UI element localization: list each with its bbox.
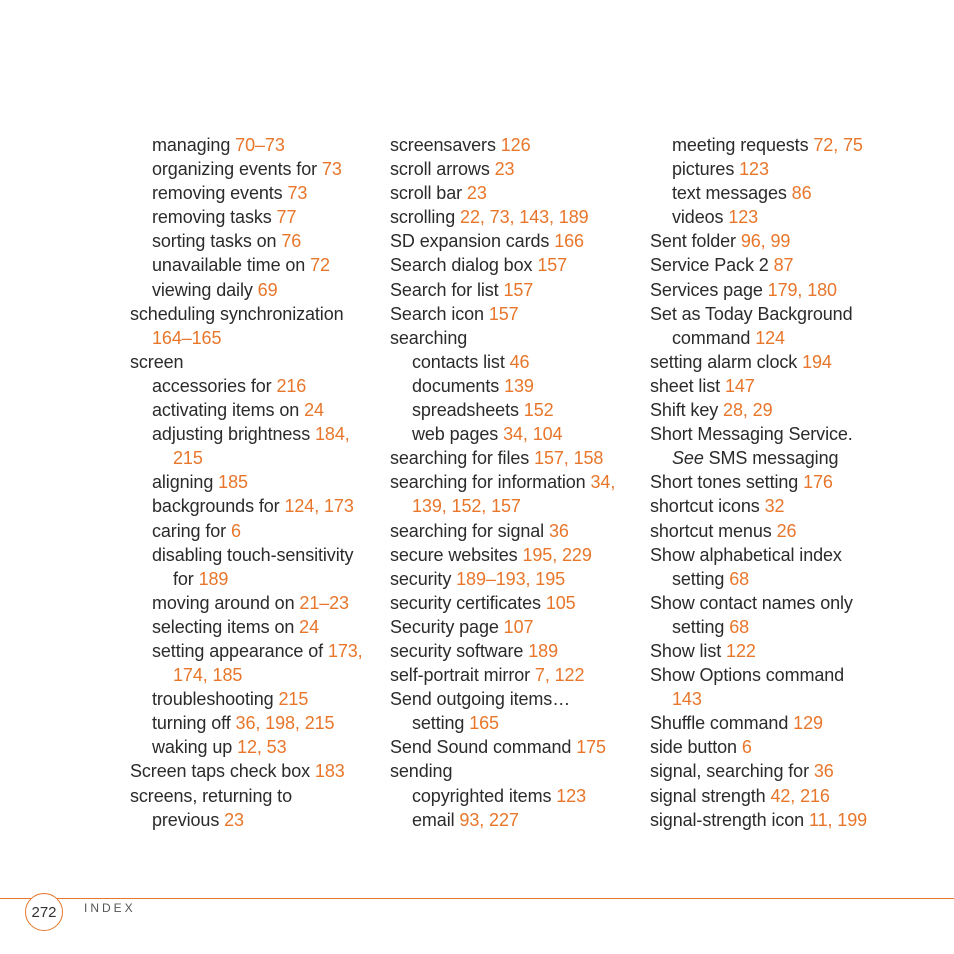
index-entry bbox=[390, 470, 640, 494]
index-entry bbox=[130, 398, 380, 422]
index-entry bbox=[130, 494, 380, 518]
page-reference-link[interactable]: 24 bbox=[304, 400, 324, 421]
entry-term: scheduling synchronization bbox=[130, 303, 344, 324]
entry-term: Send Sound command bbox=[390, 737, 577, 758]
index-entry bbox=[130, 350, 380, 374]
index-entry bbox=[650, 519, 900, 543]
index-entry bbox=[130, 639, 380, 663]
page-reference-link[interactable]: 129 bbox=[793, 713, 823, 734]
page-reference-link[interactable]: 157 bbox=[503, 279, 534, 300]
index-entry bbox=[390, 133, 640, 157]
entry-term: signal, searching for bbox=[650, 761, 814, 782]
page-reference-link[interactable]: 32 bbox=[764, 496, 785, 517]
entry-term: Search dialog box bbox=[390, 255, 538, 276]
page-reference-link[interactable]: 189 bbox=[528, 640, 558, 661]
index-entry bbox=[650, 205, 900, 229]
index-entry bbox=[130, 784, 380, 808]
index-entry bbox=[390, 808, 640, 832]
page-reference-link[interactable]: 23 bbox=[224, 809, 244, 830]
page-reference-link[interactable]: 124, 173 bbox=[284, 496, 354, 517]
index-entry bbox=[390, 157, 640, 181]
index-entry bbox=[130, 735, 380, 759]
page-reference-link[interactable]: 176 bbox=[803, 472, 833, 493]
entry-term: Shift key bbox=[650, 400, 724, 421]
entry-term: waking up bbox=[152, 737, 238, 758]
entry-term: Shuffle command bbox=[650, 713, 794, 734]
index-entry bbox=[390, 278, 640, 302]
index-entry bbox=[130, 615, 380, 639]
index-entry bbox=[650, 446, 900, 470]
index-entry bbox=[130, 687, 380, 711]
page-reference-link[interactable]: 165 bbox=[469, 713, 499, 734]
index-entry bbox=[130, 302, 380, 326]
page-reference-link[interactable]: 157 bbox=[537, 255, 568, 276]
index-entry bbox=[130, 543, 380, 567]
page-reference-link[interactable]: 72 bbox=[310, 255, 330, 276]
index-entry bbox=[390, 639, 640, 663]
page-reference-link[interactable]: 185 bbox=[218, 472, 248, 493]
index-entry bbox=[130, 519, 380, 543]
page-reference-link[interactable]: 139, 152, 157 bbox=[412, 496, 521, 517]
entry-term: disabling touch-sensitivity bbox=[152, 544, 354, 565]
page-reference-link[interactable]: 183 bbox=[314, 761, 345, 782]
page-reference-link[interactable]: 76 bbox=[281, 231, 302, 252]
index-entry bbox=[650, 639, 900, 663]
entry-term: removing tasks bbox=[152, 207, 277, 228]
entry-term: troubleshooting bbox=[152, 689, 279, 710]
index-entry bbox=[390, 229, 640, 253]
entry-term: sending bbox=[390, 761, 453, 782]
page-reference-link[interactable]: 36, 198, 215 bbox=[235, 713, 335, 734]
index-entry bbox=[390, 181, 640, 205]
index-entry bbox=[130, 278, 380, 302]
page-reference-link[interactable]: 72, 75 bbox=[813, 135, 863, 155]
index-entry bbox=[130, 759, 380, 783]
page-reference-link[interactable]: 195, 229 bbox=[522, 544, 592, 565]
page-reference-link[interactable]: 26 bbox=[776, 520, 797, 541]
entry-term: email bbox=[412, 809, 460, 830]
page-reference-link[interactable]: 68 bbox=[729, 568, 750, 589]
page-reference-link[interactable]: 34, 104 bbox=[503, 424, 563, 445]
index-entry bbox=[650, 470, 900, 494]
index-entry bbox=[650, 687, 900, 711]
entry-term: text messages bbox=[672, 183, 792, 204]
entry-term: SD expansion cards bbox=[390, 231, 555, 252]
index-entry bbox=[650, 567, 900, 591]
footer-rule bbox=[0, 898, 954, 899]
page-reference-link[interactable]: 175 bbox=[576, 737, 606, 758]
entry-term: scroll arrows bbox=[390, 159, 495, 180]
entry-term: selecting items on bbox=[152, 616, 300, 637]
index-entry bbox=[130, 591, 380, 615]
page-reference-link[interactable]: 36 bbox=[813, 761, 834, 782]
index-entry bbox=[650, 302, 900, 326]
index-entry bbox=[650, 784, 900, 808]
index-entry bbox=[650, 711, 900, 735]
entry-term: shortcut icons bbox=[650, 496, 765, 517]
page-reference-link[interactable]: 194 bbox=[802, 351, 832, 372]
index-entry bbox=[130, 374, 380, 398]
index-entry bbox=[650, 133, 900, 157]
entry-term: setting appearance of bbox=[152, 640, 328, 661]
page-reference-link[interactable]: 6 bbox=[741, 737, 752, 758]
index-entry bbox=[390, 422, 640, 446]
index-column-3 bbox=[650, 133, 900, 832]
page-reference-link[interactable]: 139 bbox=[504, 375, 534, 396]
page-reference-link[interactable]: 124 bbox=[755, 327, 785, 348]
entry-term: Set as Today Background bbox=[650, 303, 853, 324]
entry-term: signal strength bbox=[650, 785, 771, 806]
index-entry bbox=[650, 253, 900, 277]
entry-term: organizing events for bbox=[152, 159, 322, 180]
index-entry bbox=[650, 735, 900, 759]
entry-term: aligning bbox=[152, 472, 219, 493]
index-entry bbox=[650, 615, 900, 639]
entry-term: activating items on bbox=[152, 400, 305, 421]
index-entry bbox=[390, 543, 640, 567]
index-entry bbox=[390, 205, 640, 229]
index-entry bbox=[650, 181, 900, 205]
page-reference-link[interactable]: 68 bbox=[729, 616, 750, 637]
entry-term: videos bbox=[672, 207, 729, 228]
index-entry bbox=[650, 157, 900, 181]
page-reference-link[interactable]: 70–73 bbox=[235, 135, 285, 155]
entry-term: managing bbox=[152, 135, 236, 155]
entry-term: Show list bbox=[650, 640, 727, 661]
entry-term: Security page bbox=[390, 616, 504, 637]
index-entry bbox=[390, 494, 640, 518]
page-reference-link[interactable]: 87 bbox=[773, 255, 794, 276]
index-entry bbox=[650, 494, 900, 518]
entry-term: moving around on bbox=[152, 592, 300, 613]
page-reference-link[interactable]: 147 bbox=[724, 375, 755, 396]
page-reference-link[interactable]: 24 bbox=[299, 616, 319, 637]
page-reference-link[interactable]: 7, 122 bbox=[534, 665, 585, 686]
entry-term: for bbox=[173, 568, 199, 589]
page-reference-link[interactable]: 123 bbox=[556, 785, 586, 806]
entry-term: signal-strength icon bbox=[650, 809, 809, 830]
index-entry bbox=[650, 278, 900, 302]
index-entry bbox=[390, 567, 640, 591]
entry-term: setting alarm clock bbox=[650, 351, 803, 372]
entry-term: command bbox=[672, 327, 756, 348]
section-label: INDEX bbox=[84, 901, 136, 915]
entry-term: searching for information bbox=[390, 472, 591, 493]
page-reference-link[interactable]: 36 bbox=[549, 520, 569, 541]
entry-term: previous bbox=[152, 809, 225, 830]
entry-term: Short tones setting bbox=[650, 472, 804, 493]
entry-term: viewing daily bbox=[152, 279, 258, 300]
page-reference-link[interactable]: 12, 53 bbox=[237, 737, 287, 758]
page-reference-link[interactable]: 23 bbox=[494, 159, 515, 180]
page-reference-link[interactable]: 164–165 bbox=[152, 327, 222, 348]
entry-term: searching for files bbox=[390, 448, 535, 469]
page-reference-link[interactable]: 189–193, 195 bbox=[456, 568, 566, 589]
entry-term: Show Options command bbox=[650, 665, 845, 686]
entry-term: spreadsheets bbox=[412, 400, 524, 421]
index-entry bbox=[390, 735, 640, 759]
page-reference-link[interactable]: 86 bbox=[791, 183, 812, 204]
index-column-1 bbox=[130, 133, 380, 832]
entry-term: scroll bar bbox=[390, 183, 467, 204]
index-entry bbox=[650, 374, 900, 398]
page-reference-link[interactable]: 11, 199 bbox=[809, 809, 868, 830]
index-entry bbox=[130, 446, 380, 470]
index-entry bbox=[130, 808, 380, 832]
page-reference-link[interactable]: 34, bbox=[590, 472, 616, 493]
index-entry bbox=[650, 326, 900, 350]
index-entry bbox=[650, 398, 900, 422]
entry-term: setting bbox=[672, 616, 730, 637]
entry-term: security bbox=[390, 568, 457, 589]
entry-term: Short Messaging Service. bbox=[650, 424, 853, 445]
index-column-2 bbox=[390, 133, 640, 832]
index-entry bbox=[390, 302, 640, 326]
page-reference-link[interactable]: 69 bbox=[257, 279, 278, 300]
index-entry bbox=[130, 253, 380, 277]
index-entry bbox=[390, 759, 640, 783]
page-reference-link[interactable]: 73 bbox=[321, 159, 342, 180]
index-entry bbox=[390, 253, 640, 277]
page-reference-link[interactable]: 23 bbox=[466, 183, 487, 204]
entry-term: pictures bbox=[672, 159, 740, 180]
index-entry bbox=[650, 808, 900, 832]
page-reference-link[interactable]: 46 bbox=[509, 351, 530, 372]
entry-term: searching bbox=[390, 327, 468, 348]
page-reference-link[interactable]: 126 bbox=[500, 135, 531, 155]
entry-term: scrolling bbox=[390, 207, 461, 228]
entry-term: Search for list bbox=[390, 279, 504, 300]
page-reference-link[interactable]: 93, 227 bbox=[459, 809, 519, 830]
page-reference-link[interactable]: 184, bbox=[315, 424, 350, 445]
page-reference-link[interactable]: 179, 180 bbox=[767, 279, 837, 300]
index-entry bbox=[130, 157, 380, 181]
index-entry bbox=[650, 759, 900, 783]
index-entry bbox=[650, 422, 900, 446]
page-reference-link[interactable]: 122 bbox=[726, 640, 756, 661]
page-reference-link[interactable]: 123 bbox=[739, 159, 769, 180]
page-reference-link[interactable]: 77 bbox=[276, 207, 297, 228]
page-reference-link[interactable]: 173, bbox=[327, 640, 363, 661]
entry-term: setting bbox=[672, 568, 730, 589]
entry-term: side button bbox=[650, 737, 742, 758]
page-reference-link[interactable]: 21–23 bbox=[299, 592, 349, 613]
entry-term: Show alphabetical index bbox=[650, 544, 842, 565]
page-reference-link[interactable]: 215 bbox=[278, 689, 309, 710]
index-entry bbox=[130, 711, 380, 735]
entry-term: sorting tasks on bbox=[152, 231, 282, 252]
entry-term: accessories for bbox=[152, 375, 277, 396]
index-entry bbox=[130, 205, 380, 229]
index-entry bbox=[130, 326, 380, 350]
entry-term: backgrounds for bbox=[152, 496, 285, 517]
index-entry bbox=[390, 398, 640, 422]
entry-term: meeting requests bbox=[672, 135, 814, 155]
entry-term: turning off bbox=[152, 713, 236, 734]
page-reference-link[interactable]: 215 bbox=[173, 448, 203, 469]
entry-term: Screen taps check box bbox=[130, 761, 315, 782]
entry-term: self-portrait mirror bbox=[390, 665, 535, 686]
entry-term: adjusting brightness bbox=[152, 424, 316, 445]
page-reference-link[interactable]: 189 bbox=[198, 568, 229, 589]
index-entry bbox=[390, 446, 640, 470]
entry-term: documents bbox=[412, 375, 505, 396]
index-entry bbox=[390, 615, 640, 639]
index-entry bbox=[650, 229, 900, 253]
entry-term: contacts list bbox=[412, 351, 510, 372]
index-entry bbox=[390, 663, 640, 687]
entry-term: copyrighted items bbox=[412, 785, 557, 806]
index-entry bbox=[130, 663, 380, 687]
entry-term: security certificates bbox=[390, 592, 546, 613]
entry-term: web pages bbox=[412, 424, 504, 445]
index-entry bbox=[390, 784, 640, 808]
index-entry bbox=[130, 470, 380, 494]
page-reference-link[interactable]: 105 bbox=[545, 592, 576, 613]
index-entry bbox=[130, 229, 380, 253]
page-reference-link[interactable]: 73 bbox=[287, 183, 308, 204]
index-entry bbox=[390, 350, 640, 374]
index-entry bbox=[390, 374, 640, 398]
page-reference-link[interactable]: 96, 99 bbox=[740, 231, 791, 252]
entry-term: security software bbox=[390, 640, 529, 661]
index-entry bbox=[650, 543, 900, 567]
index-entry bbox=[390, 519, 640, 543]
page-reference-link[interactable]: 107 bbox=[503, 616, 534, 637]
entry-term: caring for bbox=[152, 520, 231, 541]
see-reference: See bbox=[672, 448, 704, 469]
page-reference-link[interactable]: 22, 73, 143, 189 bbox=[460, 207, 589, 228]
page-reference-link[interactable]: 152 bbox=[523, 400, 554, 421]
page-reference-link[interactable]: 143 bbox=[672, 689, 702, 710]
page-reference-link[interactable]: 123 bbox=[728, 207, 759, 228]
page-reference-link[interactable]: 28, 29 bbox=[723, 400, 773, 421]
entry-term: screens, returning to bbox=[130, 785, 292, 806]
entry-term: Sent folder bbox=[650, 231, 741, 252]
index-entry bbox=[390, 591, 640, 615]
index-entry bbox=[130, 133, 380, 157]
index-entry bbox=[390, 687, 640, 711]
index-entry bbox=[130, 181, 380, 205]
entry-term: Service Pack 2 bbox=[650, 255, 774, 276]
index-entry bbox=[390, 711, 640, 735]
entry-term: screensavers bbox=[390, 135, 501, 155]
page-number: 272 bbox=[25, 893, 63, 931]
entry-term: secure websites bbox=[390, 544, 523, 565]
index-entry bbox=[650, 663, 900, 687]
entry-term: removing events bbox=[152, 183, 288, 204]
page-reference-link[interactable]: 42, 216 bbox=[770, 785, 830, 806]
entry-term: Show contact names only bbox=[650, 592, 853, 613]
entry-term: unavailable time on bbox=[152, 255, 311, 276]
entry-term: SMS messaging bbox=[703, 448, 839, 469]
index-entry bbox=[130, 422, 380, 446]
page-reference-link[interactable]: 216 bbox=[276, 375, 307, 396]
entry-term: screen bbox=[130, 351, 184, 372]
page-reference-link[interactable]: 157, 158 bbox=[534, 448, 604, 469]
index-entry bbox=[650, 350, 900, 374]
entry-term: setting bbox=[412, 713, 470, 734]
page-reference-link[interactable]: 6 bbox=[230, 520, 241, 541]
entry-term: Services page bbox=[650, 279, 768, 300]
entry-term: sheet list bbox=[650, 375, 725, 396]
index-entry bbox=[130, 567, 380, 591]
entry-term: searching for signal bbox=[390, 520, 549, 541]
page-reference-link[interactable]: 174, 185 bbox=[173, 665, 243, 686]
entry-term: Search icon bbox=[390, 303, 489, 324]
entry-term: Send outgoing items… bbox=[390, 689, 571, 710]
index-entry bbox=[390, 326, 640, 350]
page-reference-link[interactable]: 166 bbox=[554, 231, 584, 252]
entry-term: shortcut menus bbox=[650, 520, 777, 541]
page-reference-link[interactable]: 157 bbox=[488, 303, 519, 324]
index-entry bbox=[650, 591, 900, 615]
